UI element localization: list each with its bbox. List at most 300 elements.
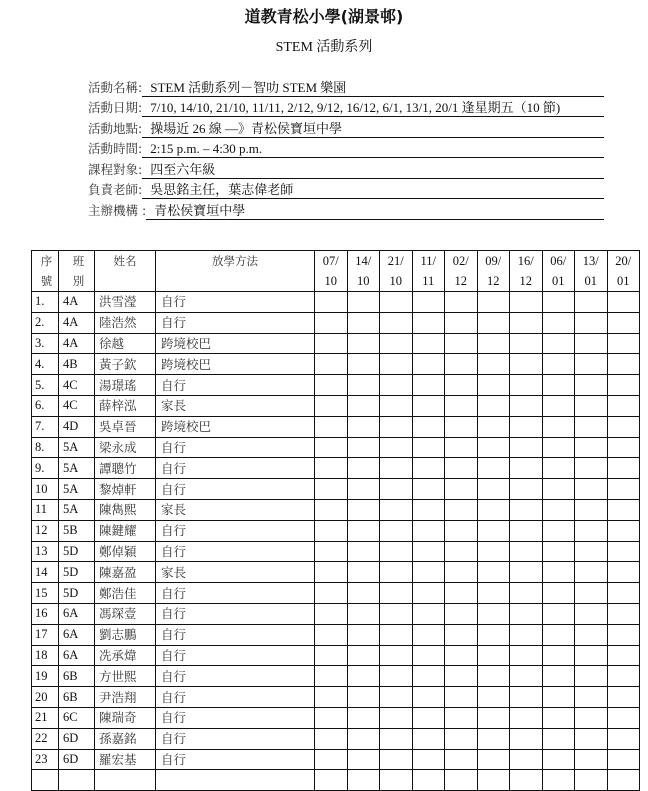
attendance-cell[interactable] xyxy=(607,520,640,541)
dismissal-method-cell: 自行 xyxy=(156,312,315,333)
header-date-part: 11 xyxy=(422,274,435,288)
student-name-cell: 梁永成 xyxy=(95,437,156,458)
info-row xyxy=(88,76,604,97)
attendance-cell[interactable] xyxy=(347,499,380,520)
attendance-cell[interactable] xyxy=(315,749,348,770)
class-cell: 4C xyxy=(59,395,95,416)
attendance-cell[interactable] xyxy=(477,333,510,354)
attendance-cell[interactable] xyxy=(347,562,380,583)
class-cell: 6B xyxy=(59,687,95,708)
attendance-cell[interactable] xyxy=(315,770,348,791)
attendance-cell[interactable] xyxy=(477,583,510,604)
class-cell: 6D xyxy=(59,728,95,749)
info-value: 吳思銘主任，葉志偉老師 xyxy=(142,181,604,199)
student-name-cell: 馮琛壹 xyxy=(95,603,156,624)
attendance-cell[interactable] xyxy=(315,312,348,333)
table-row xyxy=(32,583,640,604)
attendance-cell[interactable] xyxy=(575,728,608,749)
attendance-cell[interactable] xyxy=(542,624,575,645)
table-row xyxy=(32,749,640,770)
attendance-cell[interactable] xyxy=(347,770,380,791)
attendance-cell[interactable] xyxy=(445,354,478,375)
attendance-cell[interactable] xyxy=(607,666,640,687)
attendance-cell[interactable] xyxy=(412,520,445,541)
attendance-cell[interactable] xyxy=(477,624,510,645)
attendance-cell[interactable] xyxy=(445,312,478,333)
attendance-cell[interactable] xyxy=(542,375,575,396)
attendance-cell[interactable] xyxy=(607,749,640,770)
attendance-cell[interactable] xyxy=(315,624,348,645)
attendance-cell[interactable] xyxy=(315,666,348,687)
header-date-part: 21/ xyxy=(387,254,404,268)
attendance-cell[interactable] xyxy=(380,395,413,416)
attendance-cell[interactable] xyxy=(315,458,348,479)
attendance-cell[interactable] xyxy=(315,583,348,604)
attendance-cell[interactable] xyxy=(347,645,380,666)
attendance-cell[interactable] xyxy=(542,292,575,313)
attendance-cell[interactable] xyxy=(347,707,380,728)
attendance-cell[interactable] xyxy=(445,687,478,708)
attendance-cell[interactable] xyxy=(477,437,510,458)
attendance-cell[interactable] xyxy=(510,687,543,708)
attendance-cell[interactable] xyxy=(445,458,478,479)
table-row xyxy=(32,562,640,583)
attendance-cell[interactable] xyxy=(510,375,543,396)
attendance-cell[interactable] xyxy=(575,333,608,354)
serial-no-cell: 17 xyxy=(32,624,59,645)
attendance-cell[interactable] xyxy=(445,749,478,770)
dismissal-method-cell: 自行 xyxy=(156,583,315,604)
attendance-cell[interactable] xyxy=(347,333,380,354)
attendance-cell[interactable] xyxy=(380,541,413,562)
attendance-cell[interactable] xyxy=(510,292,543,313)
attendance-cell[interactable] xyxy=(477,666,510,687)
attendance-cell[interactable] xyxy=(477,395,510,416)
attendance-cell[interactable] xyxy=(575,479,608,500)
attendance-cell[interactable] xyxy=(510,416,543,437)
attendance-cell[interactable] xyxy=(477,687,510,708)
attendance-cell[interactable] xyxy=(510,728,543,749)
attendance-cell[interactable] xyxy=(445,499,478,520)
serial-no-cell: 13 xyxy=(32,541,59,562)
attendance-cell[interactable] xyxy=(380,749,413,770)
attendance-cell[interactable] xyxy=(510,603,543,624)
attendance-cell[interactable] xyxy=(607,479,640,500)
attendance-cell[interactable] xyxy=(477,416,510,437)
attendance-cell[interactable] xyxy=(347,354,380,375)
attendance-cell[interactable] xyxy=(380,770,413,791)
attendance-cell[interactable] xyxy=(510,707,543,728)
student-name-cell: 徐越 xyxy=(95,333,156,354)
attendance-cell[interactable] xyxy=(477,292,510,313)
attendance-cell[interactable] xyxy=(445,728,478,749)
attendance-cell[interactable] xyxy=(607,562,640,583)
attendance-cell[interactable] xyxy=(445,645,478,666)
attendance-cell[interactable] xyxy=(607,458,640,479)
attendance-cell[interactable] xyxy=(347,624,380,645)
attendance-cell[interactable] xyxy=(542,687,575,708)
attendance-cell[interactable] xyxy=(380,520,413,541)
student-name-cell: 薛梓泓 xyxy=(95,395,156,416)
attendance-cell[interactable] xyxy=(575,458,608,479)
attendance-cell[interactable] xyxy=(542,707,575,728)
attendance-cell[interactable] xyxy=(315,520,348,541)
attendance-cell[interactable] xyxy=(380,375,413,396)
attendance-cell[interactable] xyxy=(445,333,478,354)
serial-no-cell: 21 xyxy=(32,707,59,728)
attendance-cell[interactable] xyxy=(477,645,510,666)
attendance-cell[interactable] xyxy=(380,728,413,749)
class-cell: 5D xyxy=(59,541,95,562)
dismissal-method-cell: 自行 xyxy=(156,624,315,645)
attendance-cell[interactable] xyxy=(412,583,445,604)
attendance-cell[interactable] xyxy=(575,583,608,604)
attendance-cell[interactable] xyxy=(445,479,478,500)
attendance-cell[interactable] xyxy=(542,479,575,500)
header-date-part: 01 xyxy=(617,274,630,288)
attendance-cell[interactable] xyxy=(412,354,445,375)
attendance-cell[interactable] xyxy=(380,479,413,500)
attendance-cell[interactable] xyxy=(607,687,640,708)
attendance-cell[interactable] xyxy=(347,749,380,770)
attendance-cell[interactable] xyxy=(445,707,478,728)
attendance-cell[interactable] xyxy=(510,562,543,583)
table-row xyxy=(32,624,640,645)
attendance-cell[interactable] xyxy=(542,645,575,666)
header-date-part: 10 xyxy=(389,274,402,288)
attendance-cell[interactable] xyxy=(510,312,543,333)
attendance-cell[interactable] xyxy=(575,520,608,541)
attendance-cell[interactable] xyxy=(315,292,348,313)
attendance-cell[interactable] xyxy=(575,707,608,728)
attendance-cell[interactable] xyxy=(445,562,478,583)
attendance-cell[interactable] xyxy=(542,603,575,624)
attendance-cell[interactable] xyxy=(607,707,640,728)
attendance-cell[interactable] xyxy=(542,354,575,375)
attendance-cell[interactable] xyxy=(607,603,640,624)
attendance-cell[interactable] xyxy=(477,541,510,562)
attendance-cell[interactable] xyxy=(477,770,510,791)
attendance-cell[interactable] xyxy=(607,624,640,645)
attendance-cell[interactable] xyxy=(315,333,348,354)
attendance-cell[interactable] xyxy=(575,437,608,458)
attendance-cell[interactable] xyxy=(445,520,478,541)
attendance-cell[interactable] xyxy=(380,354,413,375)
student-name-cell: 黎焯軒 xyxy=(95,479,156,500)
attendance-cell[interactable] xyxy=(380,499,413,520)
attendance-cell[interactable] xyxy=(412,312,445,333)
attendance-cell[interactable] xyxy=(315,437,348,458)
attendance-cell[interactable] xyxy=(412,458,445,479)
attendance-cell[interactable] xyxy=(445,770,478,791)
attendance-cell[interactable] xyxy=(477,728,510,749)
attendance-cell[interactable] xyxy=(412,624,445,645)
attendance-cell[interactable] xyxy=(510,645,543,666)
serial-no-cell: 23 xyxy=(32,749,59,770)
attendance-cell[interactable] xyxy=(412,562,445,583)
attendance-cell[interactable] xyxy=(510,666,543,687)
attendance-cell[interactable] xyxy=(607,541,640,562)
attendance-cell[interactable] xyxy=(542,666,575,687)
header-date-part: 07/ xyxy=(322,254,339,268)
attendance-cell[interactable] xyxy=(477,312,510,333)
header-date xyxy=(380,251,413,292)
student-name-cell: 羅宏基 xyxy=(95,749,156,770)
attendance-cell[interactable] xyxy=(510,770,543,791)
attendance-cell[interactable] xyxy=(542,333,575,354)
attendance-cell[interactable] xyxy=(315,479,348,500)
student-name-cell: 鄭倬穎 xyxy=(95,541,156,562)
attendance-cell[interactable] xyxy=(315,395,348,416)
attendance-cell[interactable] xyxy=(347,312,380,333)
attendance-cell[interactable] xyxy=(607,395,640,416)
attendance-cell[interactable] xyxy=(575,292,608,313)
attendance-cell[interactable] xyxy=(347,541,380,562)
dismissal-method-cell: 自行 xyxy=(156,479,315,500)
serial-no-cell xyxy=(32,770,59,791)
header-date xyxy=(315,251,348,292)
attendance-cell[interactable] xyxy=(412,416,445,437)
attendance-cell[interactable] xyxy=(510,354,543,375)
attendance-cell[interactable] xyxy=(380,437,413,458)
attendance-cell[interactable] xyxy=(575,416,608,437)
attendance-cell[interactable] xyxy=(445,603,478,624)
attendance-cell[interactable] xyxy=(477,458,510,479)
attendance-cell[interactable] xyxy=(315,541,348,562)
attendance-cell[interactable] xyxy=(575,645,608,666)
attendance-cell[interactable] xyxy=(445,375,478,396)
attendance-cell[interactable] xyxy=(412,292,445,313)
attendance-cell[interactable] xyxy=(477,354,510,375)
attendance-cell[interactable] xyxy=(315,707,348,728)
dismissal-method-cell: 自行 xyxy=(156,707,315,728)
header-date xyxy=(575,251,608,292)
attendance-cell[interactable] xyxy=(412,375,445,396)
attendance-cell[interactable] xyxy=(445,416,478,437)
attendance-cell[interactable] xyxy=(510,749,543,770)
attendance-cell[interactable] xyxy=(542,749,575,770)
attendance-cell[interactable] xyxy=(347,416,380,437)
attendance-cell[interactable] xyxy=(315,416,348,437)
attendance-cell[interactable] xyxy=(347,395,380,416)
attendance-cell[interactable] xyxy=(542,458,575,479)
attendance-cell[interactable] xyxy=(315,687,348,708)
attendance-cell[interactable] xyxy=(380,312,413,333)
attendance-cell[interactable] xyxy=(347,458,380,479)
attendance-cell[interactable] xyxy=(542,541,575,562)
attendance-cell[interactable] xyxy=(412,707,445,728)
attendance-cell[interactable] xyxy=(380,707,413,728)
attendance-cell[interactable] xyxy=(412,395,445,416)
class-cell: 4A xyxy=(59,333,95,354)
header-date-part: 10 xyxy=(357,274,370,288)
attendance-cell[interactable] xyxy=(542,520,575,541)
attendance-cell[interactable] xyxy=(607,333,640,354)
attendance-cell[interactable] xyxy=(412,770,445,791)
attendance-cell[interactable] xyxy=(575,312,608,333)
attendance-cell[interactable] xyxy=(380,687,413,708)
attendance-cell[interactable] xyxy=(412,541,445,562)
attendance-cell[interactable] xyxy=(380,333,413,354)
attendance-cell[interactable] xyxy=(575,666,608,687)
attendance-cell[interactable] xyxy=(412,666,445,687)
info-label: 主辦機構 : xyxy=(88,202,147,218)
attendance-cell[interactable] xyxy=(347,520,380,541)
dismissal-method-cell: 家長 xyxy=(156,499,315,520)
attendance-cell[interactable] xyxy=(477,603,510,624)
attendance-cell[interactable] xyxy=(510,479,543,500)
attendance-cell[interactable] xyxy=(380,562,413,583)
attendance-cell[interactable] xyxy=(315,499,348,520)
info-value: 操場近 26 線 —》青松侯寶垣中學 xyxy=(142,120,604,138)
attendance-cell[interactable] xyxy=(347,687,380,708)
attendance-cell[interactable] xyxy=(542,770,575,791)
attendance-cell[interactable] xyxy=(607,437,640,458)
class-cell: 4D xyxy=(59,416,95,437)
attendance-cell[interactable] xyxy=(477,499,510,520)
attendance-cell[interactable] xyxy=(412,749,445,770)
serial-no-cell: 4. xyxy=(32,354,59,375)
attendance-cell[interactable] xyxy=(510,458,543,479)
attendance-cell[interactable] xyxy=(477,375,510,396)
attendance-cell[interactable] xyxy=(575,687,608,708)
attendance-cell[interactable] xyxy=(510,499,543,520)
attendance-cell[interactable] xyxy=(542,416,575,437)
attendance-cell[interactable] xyxy=(347,437,380,458)
attendance-cell[interactable] xyxy=(412,687,445,708)
serial-no-cell: 11 xyxy=(32,499,59,520)
info-label: 活動時間: xyxy=(88,141,143,156)
attendance-cell[interactable] xyxy=(575,770,608,791)
attendance-cell[interactable] xyxy=(510,541,543,562)
attendance-cell[interactable] xyxy=(542,728,575,749)
student-name-cell xyxy=(95,770,156,791)
attendance-cell[interactable] xyxy=(607,375,640,396)
attendance-cell[interactable] xyxy=(477,479,510,500)
attendance-cell[interactable] xyxy=(542,499,575,520)
attendance-cell[interactable] xyxy=(607,292,640,313)
serial-no-cell: 5. xyxy=(32,375,59,396)
attendance-cell[interactable] xyxy=(575,624,608,645)
attendance-cell[interactable] xyxy=(412,603,445,624)
attendance-cell[interactable] xyxy=(477,707,510,728)
info-value: 青松侯寶垣中學 xyxy=(146,202,604,220)
attendance-cell[interactable] xyxy=(380,666,413,687)
attendance-cell[interactable] xyxy=(542,395,575,416)
attendance-cell[interactable] xyxy=(347,603,380,624)
attendance-cell[interactable] xyxy=(380,416,413,437)
attendance-cell[interactable] xyxy=(380,292,413,313)
attendance-cell[interactable] xyxy=(315,562,348,583)
attendance-cell[interactable] xyxy=(445,437,478,458)
attendance-cell[interactable] xyxy=(445,666,478,687)
attendance-cell[interactable] xyxy=(607,499,640,520)
attendance-cell[interactable] xyxy=(575,354,608,375)
attendance-cell[interactable] xyxy=(347,375,380,396)
header-date-part: 09/ xyxy=(485,254,502,268)
attendance-cell[interactable] xyxy=(510,624,543,645)
attendance-cell[interactable] xyxy=(477,520,510,541)
attendance-cell[interactable] xyxy=(510,520,543,541)
attendance-cell[interactable] xyxy=(445,395,478,416)
attendance-cell[interactable] xyxy=(445,292,478,313)
attendance-cell[interactable] xyxy=(380,458,413,479)
attendance-cell[interactable] xyxy=(380,624,413,645)
attendance-cell[interactable] xyxy=(412,728,445,749)
attendance-cell[interactable] xyxy=(412,437,445,458)
header-date xyxy=(542,251,575,292)
attendance-cell[interactable] xyxy=(542,583,575,604)
attendance-cell[interactable] xyxy=(607,354,640,375)
attendance-cell[interactable] xyxy=(607,583,640,604)
attendance-cell[interactable] xyxy=(412,333,445,354)
attendance-cell[interactable] xyxy=(347,666,380,687)
student-name-cell: 黃子欽 xyxy=(95,354,156,375)
header-date xyxy=(412,251,445,292)
attendance-cell[interactable] xyxy=(477,562,510,583)
attendance-cell[interactable] xyxy=(315,728,348,749)
attendance-cell[interactable] xyxy=(380,603,413,624)
attendance-cell[interactable] xyxy=(510,395,543,416)
attendance-cell[interactable] xyxy=(542,312,575,333)
attendance-cell[interactable] xyxy=(510,583,543,604)
attendance-cell[interactable] xyxy=(445,624,478,645)
attendance-cell[interactable] xyxy=(607,728,640,749)
student-name-cell: 陳鍵耀 xyxy=(95,520,156,541)
attendance-cell[interactable] xyxy=(412,645,445,666)
dismissal-method-cell: 跨境校巴 xyxy=(156,416,315,437)
attendance-cell[interactable] xyxy=(412,479,445,500)
attendance-cell[interactable] xyxy=(380,583,413,604)
attendance-cell[interactable] xyxy=(607,770,640,791)
attendance-cell[interactable] xyxy=(347,292,380,313)
attendance-cell[interactable] xyxy=(542,437,575,458)
attendance-cell[interactable] xyxy=(315,375,348,396)
attendance-cell[interactable] xyxy=(347,728,380,749)
attendance-cell[interactable] xyxy=(347,583,380,604)
attendance-cell[interactable] xyxy=(510,437,543,458)
attendance-cell[interactable] xyxy=(542,562,575,583)
attendance-cell[interactable] xyxy=(412,499,445,520)
attendance-cell[interactable] xyxy=(510,333,543,354)
info-value: 四至六年級 xyxy=(142,161,604,179)
attendance-cell[interactable] xyxy=(477,749,510,770)
info-label: 活動地點: xyxy=(88,120,143,136)
attendance-cell[interactable] xyxy=(575,562,608,583)
attendance-cell[interactable] xyxy=(575,375,608,396)
table-row xyxy=(32,770,640,791)
attendance-cell[interactable] xyxy=(575,499,608,520)
attendance-cell[interactable] xyxy=(347,479,380,500)
header-date-part: 12 xyxy=(519,274,532,288)
attendance-cell[interactable] xyxy=(607,645,640,666)
attendance-cell[interactable] xyxy=(380,645,413,666)
attendance-cell[interactable] xyxy=(445,541,478,562)
attendance-cell[interactable] xyxy=(315,354,348,375)
dismissal-method-cell: 跨境校巴 xyxy=(156,333,315,354)
attendance-cell[interactable] xyxy=(575,749,608,770)
attendance-cell[interactable] xyxy=(315,603,348,624)
header-date-part: 11/ xyxy=(420,254,436,268)
attendance-cell[interactable] xyxy=(315,645,348,666)
attendance-cell[interactable] xyxy=(445,583,478,604)
attendance-cell[interactable] xyxy=(575,395,608,416)
attendance-cell[interactable] xyxy=(575,603,608,624)
table-row xyxy=(32,312,640,333)
attendance-cell[interactable] xyxy=(607,312,640,333)
attendance-cell[interactable] xyxy=(607,416,640,437)
attendance-cell[interactable] xyxy=(575,541,608,562)
